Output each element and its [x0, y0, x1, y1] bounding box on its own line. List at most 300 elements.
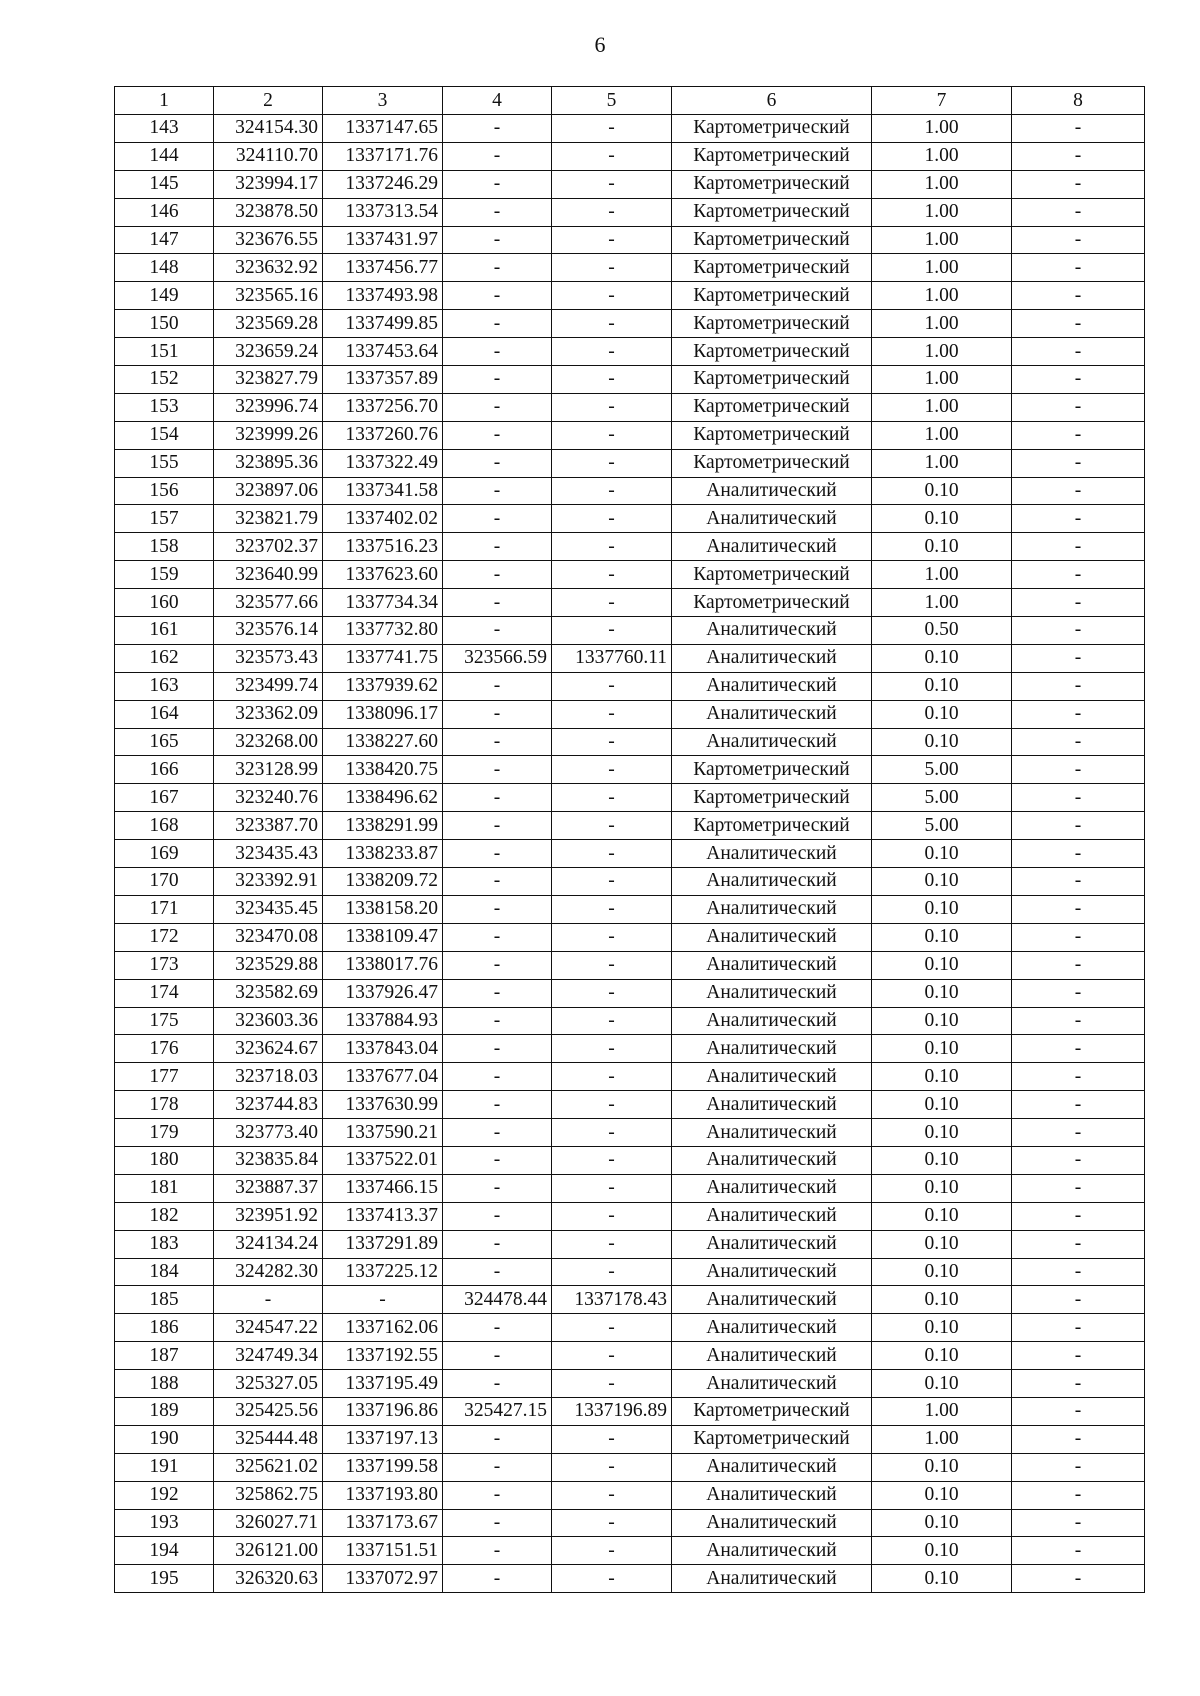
- cell-x-coordinate-alt: -: [443, 812, 552, 840]
- cell-method: Аналитический: [672, 979, 872, 1007]
- table-row: [115, 1425, 1145, 1453]
- cell-accuracy: 0.10: [872, 895, 1012, 923]
- cell-x-coordinate: 324110.70: [214, 142, 323, 170]
- cell-method: Аналитический: [672, 1453, 872, 1481]
- coordinates-table: [114, 86, 1145, 1593]
- cell-x-coordinate-alt: -: [443, 533, 552, 561]
- cell-x-coordinate: 323499.74: [214, 672, 323, 700]
- cell-y-coordinate: 1337291.89: [323, 1230, 443, 1258]
- cell-y-coordinate-alt: -: [552, 282, 672, 310]
- cell-y-coordinate: 1337456.77: [323, 254, 443, 282]
- cell-accuracy: 0.10: [872, 1509, 1012, 1537]
- cell-accuracy: 0.10: [872, 1230, 1012, 1258]
- cell-y-coordinate-alt: -: [552, 421, 672, 449]
- cell-y-coordinate-alt: -: [552, 728, 672, 756]
- cell-point-number: 179: [115, 1119, 214, 1147]
- cell-y-coordinate: 1337162.06: [323, 1314, 443, 1342]
- cell-point-number: 170: [115, 868, 214, 896]
- cell-x-coordinate-alt: -: [443, 617, 552, 645]
- cell-point-number: 149: [115, 282, 214, 310]
- cell-x-coordinate-alt: 325427.15: [443, 1397, 552, 1425]
- cell-accuracy: 1.00: [872, 338, 1012, 366]
- cell-point-number: 165: [115, 728, 214, 756]
- cell-y-coordinate-alt: -: [552, 1370, 672, 1398]
- cell-x-coordinate-alt: -: [443, 868, 552, 896]
- cell-y-coordinate-alt: -: [552, 338, 672, 366]
- cell-point-number: 151: [115, 338, 214, 366]
- cell-note: -: [1012, 1091, 1145, 1119]
- cell-point-number: 154: [115, 421, 214, 449]
- cell-point-number: 155: [115, 449, 214, 477]
- cell-note: -: [1012, 589, 1145, 617]
- cell-y-coordinate-alt: -: [552, 226, 672, 254]
- cell-accuracy: 1.00: [872, 310, 1012, 338]
- cell-y-coordinate-alt: -: [552, 254, 672, 282]
- cell-note: -: [1012, 617, 1145, 645]
- column-header-5: 5: [552, 87, 672, 115]
- cell-x-coordinate: 323387.70: [214, 812, 323, 840]
- cell-point-number: 195: [115, 1565, 214, 1593]
- cell-x-coordinate: 324134.24: [214, 1230, 323, 1258]
- cell-x-coordinate: 323128.99: [214, 756, 323, 784]
- cell-y-coordinate-alt: -: [552, 812, 672, 840]
- cell-x-coordinate: 323887.37: [214, 1174, 323, 1202]
- cell-note: -: [1012, 1007, 1145, 1035]
- cell-x-coordinate-alt: -: [443, 393, 552, 421]
- cell-method: Картометрический: [672, 812, 872, 840]
- cell-note: -: [1012, 1509, 1145, 1537]
- cell-method: Картометрический: [672, 115, 872, 143]
- cell-y-coordinate-alt: -: [552, 115, 672, 143]
- cell-y-coordinate: 1337192.55: [323, 1342, 443, 1370]
- cell-x-coordinate-alt: -: [443, 115, 552, 143]
- cell-point-number: 173: [115, 951, 214, 979]
- cell-note: -: [1012, 1119, 1145, 1147]
- cell-x-coordinate-alt: -: [443, 1537, 552, 1565]
- cell-point-number: 156: [115, 477, 214, 505]
- cell-y-coordinate-alt: -: [552, 1202, 672, 1230]
- table-row: [115, 1481, 1145, 1509]
- cell-note: -: [1012, 533, 1145, 561]
- cell-x-coordinate-alt: -: [443, 1063, 552, 1091]
- cell-y-coordinate: 1337843.04: [323, 1035, 443, 1063]
- table-row: [115, 1565, 1145, 1593]
- cell-method: Картометрический: [672, 1397, 872, 1425]
- cell-y-coordinate-alt: -: [552, 868, 672, 896]
- cell-point-number: 153: [115, 393, 214, 421]
- cell-x-coordinate-alt: -: [443, 1314, 552, 1342]
- table-row: [115, 198, 1145, 226]
- cell-y-coordinate: 1338017.76: [323, 951, 443, 979]
- cell-x-coordinate: 325862.75: [214, 1481, 323, 1509]
- cell-method: Аналитический: [672, 1258, 872, 1286]
- cell-method: Аналитический: [672, 1537, 872, 1565]
- cell-y-coordinate-alt: -: [552, 1007, 672, 1035]
- cell-x-coordinate-alt: -: [443, 1453, 552, 1481]
- cell-y-coordinate: 1337413.37: [323, 1202, 443, 1230]
- cell-point-number: 194: [115, 1537, 214, 1565]
- cell-x-coordinate-alt: -: [443, 477, 552, 505]
- cell-x-coordinate: 323240.76: [214, 784, 323, 812]
- cell-x-coordinate: 323603.36: [214, 1007, 323, 1035]
- cell-x-coordinate-alt: -: [443, 979, 552, 1007]
- cell-method: Картометрический: [672, 226, 872, 254]
- cell-y-coordinate: 1337522.01: [323, 1146, 443, 1174]
- cell-y-coordinate: 1337173.67: [323, 1509, 443, 1537]
- cell-y-coordinate-alt: -: [552, 1258, 672, 1286]
- cell-accuracy: 1.00: [872, 226, 1012, 254]
- table-row: [115, 868, 1145, 896]
- cell-y-coordinate-alt: -: [552, 1174, 672, 1202]
- cell-accuracy: 0.10: [872, 1007, 1012, 1035]
- cell-note: -: [1012, 1286, 1145, 1314]
- cell-y-coordinate: 1338496.62: [323, 784, 443, 812]
- cell-note: -: [1012, 812, 1145, 840]
- cell-note: -: [1012, 1202, 1145, 1230]
- cell-y-coordinate-alt: -: [552, 1063, 672, 1091]
- cell-x-coordinate-alt: -: [443, 421, 552, 449]
- table-row: [115, 1146, 1145, 1174]
- cell-x-coordinate-alt: -: [443, 589, 552, 617]
- cell-y-coordinate: 1337734.34: [323, 589, 443, 617]
- column-header-7: 7: [872, 87, 1012, 115]
- cell-x-coordinate: 323632.92: [214, 254, 323, 282]
- table-row: [115, 784, 1145, 812]
- cell-x-coordinate: 323582.69: [214, 979, 323, 1007]
- cell-note: -: [1012, 923, 1145, 951]
- cell-point-number: 176: [115, 1035, 214, 1063]
- cell-x-coordinate-alt: -: [443, 1425, 552, 1453]
- column-header-2: 2: [214, 87, 323, 115]
- cell-x-coordinate: 323702.37: [214, 533, 323, 561]
- cell-x-coordinate: 323577.66: [214, 589, 323, 617]
- cell-note: -: [1012, 449, 1145, 477]
- cell-accuracy: 5.00: [872, 756, 1012, 784]
- table-row: [115, 923, 1145, 951]
- cell-x-coordinate: 323878.50: [214, 198, 323, 226]
- cell-x-coordinate: 323996.74: [214, 393, 323, 421]
- cell-x-coordinate-alt: -: [443, 282, 552, 310]
- cell-point-number: 143: [115, 115, 214, 143]
- cell-note: -: [1012, 700, 1145, 728]
- cell-y-coordinate: 1337590.21: [323, 1119, 443, 1147]
- cell-accuracy: 0.10: [872, 1146, 1012, 1174]
- table-row: [115, 1174, 1145, 1202]
- cell-x-coordinate: 323676.55: [214, 226, 323, 254]
- table-row: [115, 951, 1145, 979]
- cell-accuracy: 1.00: [872, 561, 1012, 589]
- table-row: [115, 644, 1145, 672]
- table-header-row: [115, 87, 1145, 115]
- cell-point-number: 147: [115, 226, 214, 254]
- cell-method: Аналитический: [672, 1174, 872, 1202]
- cell-y-coordinate-alt: -: [552, 310, 672, 338]
- cell-note: -: [1012, 505, 1145, 533]
- cell-method: Аналитический: [672, 1035, 872, 1063]
- cell-x-coordinate: -: [214, 1286, 323, 1314]
- table-row: [115, 840, 1145, 868]
- cell-x-coordinate-alt: -: [443, 1565, 552, 1593]
- cell-note: -: [1012, 1063, 1145, 1091]
- cell-accuracy: 0.10: [872, 1286, 1012, 1314]
- cell-y-coordinate-alt: -: [552, 756, 672, 784]
- cell-note: -: [1012, 644, 1145, 672]
- cell-y-coordinate: 1337493.98: [323, 282, 443, 310]
- cell-x-coordinate: 325621.02: [214, 1453, 323, 1481]
- cell-note: -: [1012, 1174, 1145, 1202]
- cell-point-number: 187: [115, 1342, 214, 1370]
- cell-accuracy: 1.00: [872, 198, 1012, 226]
- cell-y-coordinate-alt: -: [552, 1091, 672, 1119]
- cell-y-coordinate: 1337193.80: [323, 1481, 443, 1509]
- cell-y-coordinate-alt: -: [552, 895, 672, 923]
- cell-y-coordinate: 1337195.49: [323, 1370, 443, 1398]
- cell-x-coordinate: 323470.08: [214, 923, 323, 951]
- cell-y-coordinate: 1337151.51: [323, 1537, 443, 1565]
- cell-accuracy: 0.10: [872, 1453, 1012, 1481]
- cell-point-number: 183: [115, 1230, 214, 1258]
- cell-accuracy: 1.00: [872, 115, 1012, 143]
- cell-x-coordinate: 323994.17: [214, 170, 323, 198]
- cell-point-number: 148: [115, 254, 214, 282]
- cell-method: Картометрический: [672, 198, 872, 226]
- cell-y-coordinate: 1338227.60: [323, 728, 443, 756]
- cell-y-coordinate-alt: -: [552, 979, 672, 1007]
- cell-note: -: [1012, 868, 1145, 896]
- cell-accuracy: 0.10: [872, 1537, 1012, 1565]
- cell-method: Аналитический: [672, 1091, 872, 1119]
- cell-y-coordinate: 1337225.12: [323, 1258, 443, 1286]
- cell-method: Аналитический: [672, 477, 872, 505]
- cell-x-coordinate: 326027.71: [214, 1509, 323, 1537]
- cell-accuracy: 0.10: [872, 505, 1012, 533]
- cell-y-coordinate: 1337926.47: [323, 979, 443, 1007]
- cell-y-coordinate: 1337623.60: [323, 561, 443, 589]
- cell-note: -: [1012, 282, 1145, 310]
- table-row: [115, 1314, 1145, 1342]
- cell-x-coordinate-alt: -: [443, 1481, 552, 1509]
- cell-point-number: 144: [115, 142, 214, 170]
- cell-y-coordinate: 1337453.64: [323, 338, 443, 366]
- table-row: [115, 254, 1145, 282]
- cell-method: Аналитический: [672, 840, 872, 868]
- cell-x-coordinate: 323895.36: [214, 449, 323, 477]
- table-row: [115, 728, 1145, 756]
- cell-x-coordinate: 323362.09: [214, 700, 323, 728]
- cell-x-coordinate: 323392.91: [214, 868, 323, 896]
- cell-point-number: 159: [115, 561, 214, 589]
- cell-note: -: [1012, 951, 1145, 979]
- cell-y-coordinate-alt: -: [552, 589, 672, 617]
- table-row: [115, 338, 1145, 366]
- cell-y-coordinate: 1337677.04: [323, 1063, 443, 1091]
- cell-method: Картометрический: [672, 282, 872, 310]
- cell-y-coordinate: 1337741.75: [323, 644, 443, 672]
- cell-point-number: 188: [115, 1370, 214, 1398]
- cell-point-number: 163: [115, 672, 214, 700]
- cell-point-number: 166: [115, 756, 214, 784]
- cell-note: -: [1012, 1565, 1145, 1593]
- cell-x-coordinate: 323435.43: [214, 840, 323, 868]
- cell-point-number: 182: [115, 1202, 214, 1230]
- cell-point-number: 191: [115, 1453, 214, 1481]
- cell-accuracy: 0.10: [872, 1481, 1012, 1509]
- cell-note: -: [1012, 672, 1145, 700]
- cell-point-number: 158: [115, 533, 214, 561]
- cell-x-coordinate-alt: -: [443, 1509, 552, 1537]
- cell-y-coordinate-alt: -: [552, 198, 672, 226]
- cell-method: Картометрический: [672, 142, 872, 170]
- table-row: [115, 1453, 1145, 1481]
- cell-note: -: [1012, 1230, 1145, 1258]
- cell-method: Картометрический: [672, 449, 872, 477]
- cell-x-coordinate-alt: -: [443, 784, 552, 812]
- table-row: [115, 366, 1145, 394]
- cell-accuracy: 0.10: [872, 1119, 1012, 1147]
- cell-y-coordinate: 1338209.72: [323, 868, 443, 896]
- cell-y-coordinate-alt: -: [552, 672, 672, 700]
- cell-accuracy: 0.10: [872, 1258, 1012, 1286]
- cell-method: Картометрический: [672, 170, 872, 198]
- cell-accuracy: 0.10: [872, 644, 1012, 672]
- cell-x-coordinate-alt: 324478.44: [443, 1286, 552, 1314]
- cell-method: Аналитический: [672, 1370, 872, 1398]
- cell-y-coordinate-alt: 1337760.11: [552, 644, 672, 672]
- cell-method: Аналитический: [672, 700, 872, 728]
- cell-note: -: [1012, 895, 1145, 923]
- cell-point-number: 161: [115, 617, 214, 645]
- cell-note: -: [1012, 170, 1145, 198]
- cell-x-coordinate-alt: -: [443, 1007, 552, 1035]
- cell-note: -: [1012, 1370, 1145, 1398]
- table-row: [115, 449, 1145, 477]
- cell-method: Аналитический: [672, 1286, 872, 1314]
- cell-x-coordinate: 324282.30: [214, 1258, 323, 1286]
- cell-accuracy: 0.10: [872, 1063, 1012, 1091]
- cell-y-coordinate-alt: -: [552, 142, 672, 170]
- table-row: [115, 142, 1145, 170]
- cell-accuracy: 0.10: [872, 672, 1012, 700]
- cell-y-coordinate: 1338291.99: [323, 812, 443, 840]
- cell-note: -: [1012, 1258, 1145, 1286]
- cell-point-number: 169: [115, 840, 214, 868]
- table-row: [115, 282, 1145, 310]
- cell-method: Аналитический: [672, 868, 872, 896]
- table-row: [115, 310, 1145, 338]
- cell-x-coordinate-alt: -: [443, 1174, 552, 1202]
- cell-accuracy: 1.00: [872, 421, 1012, 449]
- cell-x-coordinate: 323827.79: [214, 366, 323, 394]
- cell-x-coordinate: 326320.63: [214, 1565, 323, 1593]
- page-number: 6: [594, 32, 606, 57]
- cell-y-coordinate: 1338158.20: [323, 895, 443, 923]
- table-row: [115, 672, 1145, 700]
- cell-x-coordinate: 323744.83: [214, 1091, 323, 1119]
- cell-y-coordinate: 1337939.62: [323, 672, 443, 700]
- cell-note: -: [1012, 226, 1145, 254]
- cell-note: -: [1012, 1314, 1145, 1342]
- cell-accuracy: 0.10: [872, 840, 1012, 868]
- cell-point-number: 168: [115, 812, 214, 840]
- column-header-3: 3: [323, 87, 443, 115]
- cell-x-coordinate: 323835.84: [214, 1146, 323, 1174]
- cell-accuracy: 0.10: [872, 700, 1012, 728]
- cell-point-number: 150: [115, 310, 214, 338]
- table-row: [115, 1230, 1145, 1258]
- cell-accuracy: 0.10: [872, 1370, 1012, 1398]
- cell-x-coordinate: 323624.67: [214, 1035, 323, 1063]
- cell-y-coordinate: 1337884.93: [323, 1007, 443, 1035]
- cell-y-coordinate-alt: -: [552, 1537, 672, 1565]
- cell-method: Аналитический: [672, 1314, 872, 1342]
- cell-note: -: [1012, 421, 1145, 449]
- table-row: [115, 756, 1145, 784]
- cell-note: -: [1012, 1146, 1145, 1174]
- cell-y-coordinate: 1337147.65: [323, 115, 443, 143]
- cell-accuracy: 1.00: [872, 1425, 1012, 1453]
- cell-x-coordinate: 323640.99: [214, 561, 323, 589]
- cell-x-coordinate: 323718.03: [214, 1063, 323, 1091]
- cell-point-number: 190: [115, 1425, 214, 1453]
- cell-y-coordinate-alt: -: [552, 1035, 672, 1063]
- cell-accuracy: 0.10: [872, 728, 1012, 756]
- cell-x-coordinate: 323821.79: [214, 505, 323, 533]
- cell-x-coordinate-alt: -: [443, 505, 552, 533]
- table-row: [115, 589, 1145, 617]
- cell-y-coordinate-alt: -: [552, 393, 672, 421]
- cell-y-coordinate: 1337499.85: [323, 310, 443, 338]
- cell-method: Аналитический: [672, 1481, 872, 1509]
- cell-x-coordinate: 323773.40: [214, 1119, 323, 1147]
- cell-accuracy: 0.50: [872, 617, 1012, 645]
- cell-point-number: 192: [115, 1481, 214, 1509]
- cell-note: -: [1012, 254, 1145, 282]
- table-row: [115, 1091, 1145, 1119]
- cell-point-number: 178: [115, 1091, 214, 1119]
- cell-y-coordinate: 1338420.75: [323, 756, 443, 784]
- cell-accuracy: 0.10: [872, 1174, 1012, 1202]
- cell-y-coordinate-alt: -: [552, 1425, 672, 1453]
- cell-accuracy: 5.00: [872, 784, 1012, 812]
- cell-note: -: [1012, 1481, 1145, 1509]
- cell-y-coordinate: 1338096.17: [323, 700, 443, 728]
- cell-point-number: 181: [115, 1174, 214, 1202]
- cell-y-coordinate-alt: -: [552, 449, 672, 477]
- cell-x-coordinate-alt: -: [443, 142, 552, 170]
- cell-accuracy: 0.10: [872, 923, 1012, 951]
- cell-method: Картометрический: [672, 1425, 872, 1453]
- cell-x-coordinate: 325327.05: [214, 1370, 323, 1398]
- table-body: [115, 115, 1145, 1593]
- table-row: [115, 700, 1145, 728]
- cell-point-number: 172: [115, 923, 214, 951]
- cell-y-coordinate-alt: -: [552, 366, 672, 394]
- cell-y-coordinate-alt: -: [552, 1314, 672, 1342]
- cell-y-coordinate-alt: -: [552, 561, 672, 589]
- table-row: [115, 895, 1145, 923]
- cell-y-coordinate-alt: -: [552, 1146, 672, 1174]
- column-header-8: 8: [1012, 87, 1145, 115]
- cell-x-coordinate-alt: -: [443, 756, 552, 784]
- cell-note: -: [1012, 1425, 1145, 1453]
- cell-note: -: [1012, 115, 1145, 143]
- cell-y-coordinate: 1337466.15: [323, 1174, 443, 1202]
- cell-method: Аналитический: [672, 1342, 872, 1370]
- cell-point-number: 171: [115, 895, 214, 923]
- cell-method: Аналитический: [672, 644, 872, 672]
- cell-point-number: 184: [115, 1258, 214, 1286]
- cell-method: Аналитический: [672, 895, 872, 923]
